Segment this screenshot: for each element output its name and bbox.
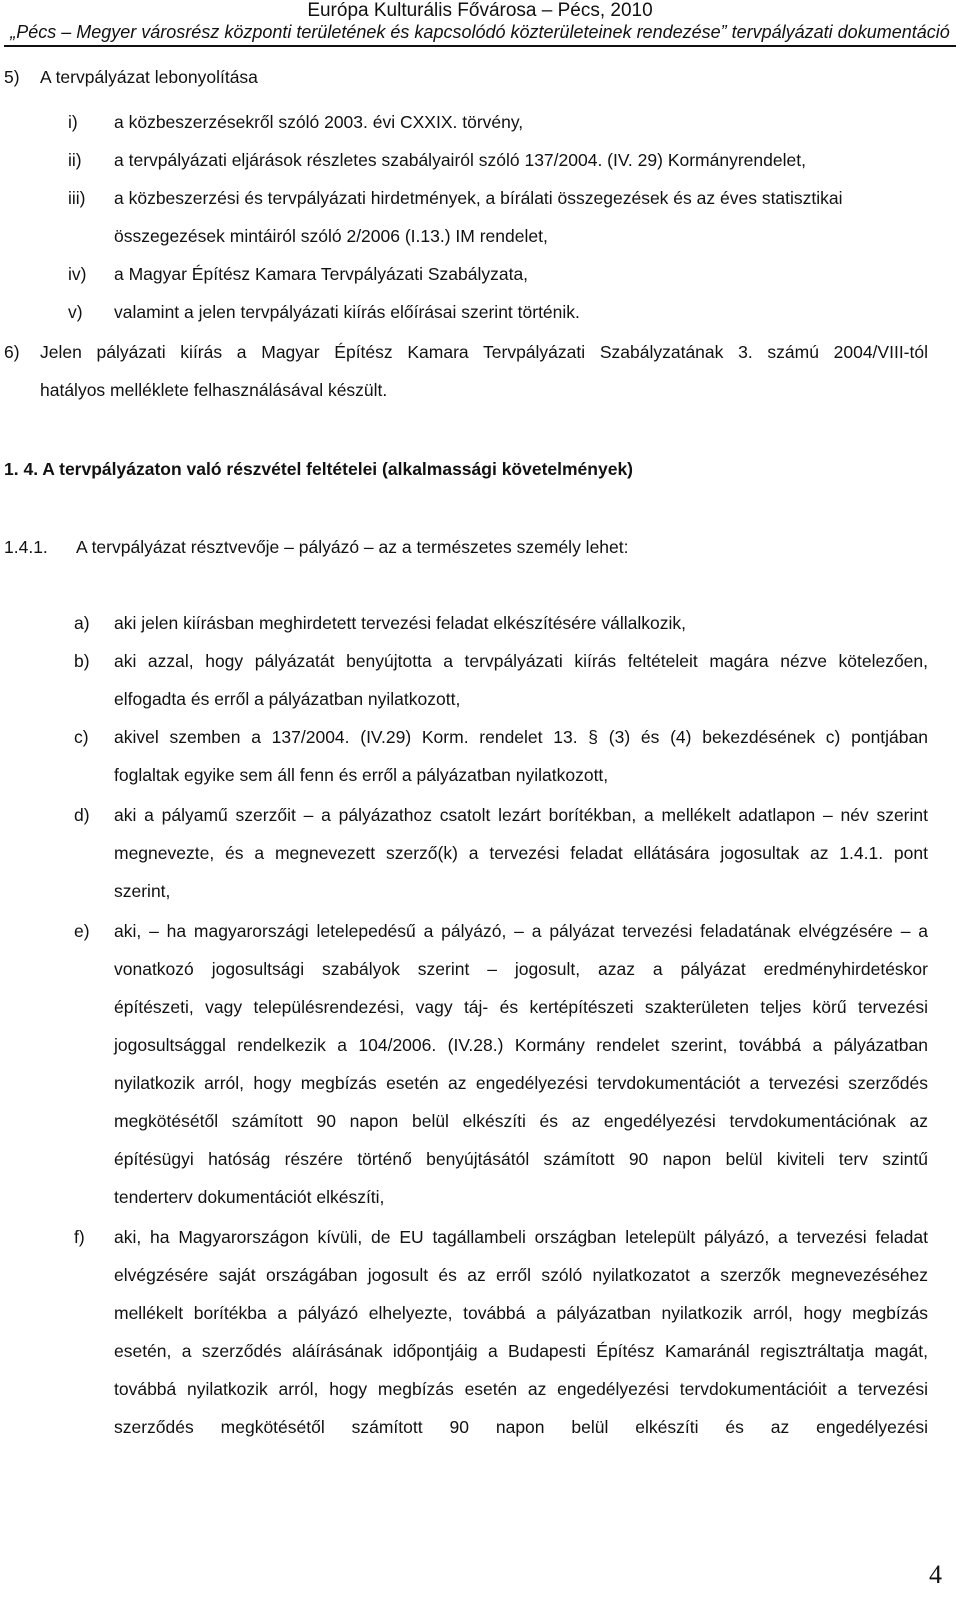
list-item-label: c) [74,727,89,747]
list-item-label: d) [74,805,90,825]
section-5-title: A tervpályázat lebonyolítása [40,67,258,87]
list-item-text: nyilatkozik arról, hogy megbízás esetén az engedélyezési tervdokumentációt a tervezési szerződés [114,1073,928,1093]
list-item-text: aki a pályamű szerzőit – a pályázathoz csatolt lezárt borítékban, a mellékelt adatlapon – név szerint [114,805,928,825]
subsection-text: A tervpályázat résztvevője – pályázó – az a természetes személy lehet: [76,537,629,557]
list-item-label: ii) [68,150,82,170]
list-item-text: a Magyar Építész Kamara Tervpályázati Szabályzata, [114,264,529,284]
section-6-text: hatályos melléklete felhasználásával készült. [40,380,388,400]
page-number: 4 [929,1560,942,1589]
list-item-label: iv) [68,264,87,284]
list-item-text: aki azzal, hogy pályázatát benyújtotta a tervpályázati kiírás feltételeit magára nézve kötelezően, [114,651,928,671]
list-item-text: jogosultsággal rendelkezik a 104/2006. (IV.28.) Kormány rendelet szerint, továbbá a pályázatban [114,1035,928,1055]
list-item-text: építészeti, vagy településrendezési, vagy táj- és kertépítészeti szakterületen teljes körű tervezési [114,997,928,1017]
header-subtitle: „Pécs – Megyer városrész központi területének és kapcsolódó közterületeinek rendezése” tervpályázati dokumentáció [10,22,950,42]
section-heading: 1. 4. A tervpályázaton való részvétel feltételei (alkalmassági követelmények) [4,459,634,479]
list-item-text: szerint, [114,881,171,901]
list-item-text: aki jelen kiírásban meghirdetett tervezési feladat elkészítésére vállalkozik, [114,613,686,633]
header-divider [4,45,956,47]
list-item-text: továbbá nyilatkozik arról, hogy megbízás esetén az engedélyezési tervdokumentációit a tervezési [114,1379,928,1399]
list-item-label: b) [74,651,90,671]
list-item-label: f) [74,1227,85,1247]
page-header [0,0,960,42]
list-item-text: aki, ha Magyarországon kívüli, de EU tagállambeli országban letelepült pályázó, a tervezési feladat [114,1227,928,1247]
list-item-text: esetén, a szerződés aláírásának időpontjáig a Budapesti Építész Kamaránál regisztráltatja magát, [114,1341,928,1361]
list-item-text: a közbeszerzési és tervpályázati hirdetmények, a bírálati összegezések és az éves statisztikai [114,188,843,208]
list-item-text: szerződés megkötésétől számított 90 napon belül elkészíti és az engedélyezési [114,1417,928,1437]
list-item-text: foglaltak egyike sem áll fenn és erről a pályázatban nyilatkozott, [114,765,609,785]
list-item-label: i) [68,112,78,132]
list-item-text: mellékelt borítékba a pályázó elhelyezte, továbbá a pályázatban nyilatkozik arról, hogy megbízás [114,1303,928,1323]
list-item-text: építésügyi hatóság részére történő benyújtásától számított 90 napon belül kiviteli terv szintű [114,1149,928,1169]
list-item-text: összegezések mintáiról szóló 2/2006 (I.13.) IM rendelet, [114,226,548,246]
section-5-number: 5) [4,67,20,87]
list-item-text: aki, – ha magyarországi letelepedésű a pályázó, – a pályázat tervezési feladatának elvégzésére – a [114,921,928,941]
list-item-text: a tervpályázati eljárások részletes szabályairól szóló 137/2004. (IV. 29) Kormányrendelet, [114,150,806,170]
list-item-label: e) [74,921,90,941]
list-item-label: iii) [68,188,86,208]
list-item-text: tenderterv dokumentációt elkészíti, [114,1187,385,1207]
list-item-label: a) [74,613,90,633]
section-6-text: Jelen pályázati kiírás a Magyar Építész Kamara Tervpályázati Szabályzatának 3. számú 2004/VIII-tól [40,342,928,362]
header-title: Európa Kulturális Fővárosa – Pécs, 2010 [307,0,653,21]
list-item-text: a közbeszerzésekről szóló 2003. évi CXXIX. törvény, [114,112,524,132]
list-item-text: akivel szemben a 137/2004. (IV.29) Korm. rendelet 13. § (3) és (4) bekezdésének c) pontjában [114,727,928,747]
subsection-number: 1.4.1. [4,537,48,557]
section-6-number: 6) [4,342,20,362]
list-item-text: megkötésétől számított 90 napon belül elkészíti és az engedélyezési tervdokumentációnak az [114,1111,928,1131]
list-item-label: v) [68,302,83,322]
list-item-text: elfogadta és erről a pályázatban nyilatkozott, [114,689,461,709]
list-item-text: vonatkozó jogosultsági szabályok szerint – jogosult, azaz a pályázat eredményhirdetéskor [114,959,928,979]
list-item-text: megnevezte, és a megnevezett szerző(k) a tervezési feladat ellátására jogosultak az 1.4.1. pont [114,843,928,863]
list-item-text: elvégzésére saját országában jogosult és az erről szóló nyilatkozatot a szerzők megnevezéséhez [114,1265,928,1285]
list-item-text: valamint a jelen tervpályázati kiírás előírásai szerint történik. [114,302,580,322]
